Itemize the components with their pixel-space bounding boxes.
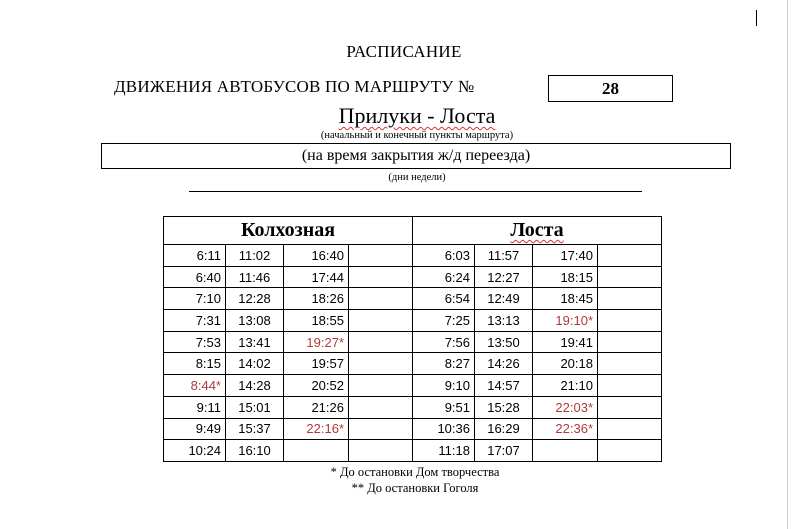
days-box: (на время закрытия ж/д переезда) (101, 143, 731, 169)
right-empty-cell (598, 375, 662, 397)
schedule-table (163, 216, 662, 462)
right-time-cell: 8:27 (413, 353, 475, 375)
left-time-cell: 9:49 (164, 418, 226, 440)
schedule-header-row (164, 217, 662, 245)
left-time-cell: 18:55 (284, 310, 349, 332)
left-time-cell: 17:44 (284, 266, 349, 288)
document-title: РАСПИСАНИЕ (346, 42, 462, 61)
route-name (0, 103, 795, 129)
left-time-cell: 15:01 (226, 396, 284, 418)
right-empty-cell (598, 245, 662, 267)
left-empty-cell (349, 396, 413, 418)
right-time-cell: 14:57 (475, 375, 533, 397)
right-time-cell: 19:10* (533, 310, 598, 332)
left-empty-cell (349, 375, 413, 397)
right-time-cell: 13:50 (475, 331, 533, 353)
left-time-cell: 15:37 (226, 418, 284, 440)
right-time-cell: 22:03* (533, 396, 598, 418)
schedule-row (164, 310, 662, 332)
right-time-cell: 6:54 (413, 288, 475, 310)
right-time-cell: 10:36 (413, 418, 475, 440)
left-time-cell: 16:10 (226, 440, 284, 462)
left-empty-cell (349, 440, 413, 462)
left-time-cell: 8:44* (164, 375, 226, 397)
right-stop-header: Лоста (413, 217, 662, 245)
right-time-cell (533, 440, 598, 462)
left-time-cell: 7:31 (164, 310, 226, 332)
left-time-cell: 13:41 (226, 331, 284, 353)
left-time-cell: 19:27* (284, 331, 349, 353)
right-time-cell: 22:36* (533, 418, 598, 440)
left-time-cell: 13:08 (226, 310, 284, 332)
left-time-cell: 20:52 (284, 375, 349, 397)
left-empty-cell (349, 245, 413, 267)
right-time-cell: 9:51 (413, 396, 475, 418)
right-time-cell: 11:18 (413, 440, 475, 462)
left-empty-cell (349, 288, 413, 310)
document-subtitle: ДВИЖЕНИЯ АВТОБУСОВ ПО МАРШРУТУ № (114, 77, 475, 96)
left-time-cell: 18:26 (284, 288, 349, 310)
right-time-cell: 7:56 (413, 331, 475, 353)
left-time-cell: 14:02 (226, 353, 284, 375)
footnote-1: * До остановки Дом творчества (330, 465, 500, 479)
right-time-cell: 12:49 (475, 288, 533, 310)
right-empty-cell (598, 396, 662, 418)
left-time-cell: 8:15 (164, 353, 226, 375)
right-time-cell: 18:15 (533, 266, 598, 288)
right-empty-cell (598, 266, 662, 288)
right-empty-cell (598, 310, 662, 332)
text-cursor (756, 10, 757, 26)
left-time-cell: 11:46 (226, 266, 284, 288)
left-time-cell: 12:28 (226, 288, 284, 310)
schedule-row (164, 440, 662, 462)
left-time-cell: 21:26 (284, 396, 349, 418)
route-caption: (начальный и конечный пункты маршрута) (320, 130, 514, 141)
route-name-text: Прилуки - Лоста (338, 103, 496, 128)
right-time-cell: 6:03 (413, 245, 475, 267)
right-time-cell: 9:10 (413, 375, 475, 397)
left-time-cell (284, 440, 349, 462)
left-time-cell: 14:28 (226, 375, 284, 397)
right-time-cell: 6:24 (413, 266, 475, 288)
right-time-cell: 20:18 (533, 353, 598, 375)
left-time-cell: 9:11 (164, 396, 226, 418)
page-edge (787, 0, 788, 529)
right-time-cell: 21:10 (533, 375, 598, 397)
right-time-cell: 18:45 (533, 288, 598, 310)
left-time-cell: 7:10 (164, 288, 226, 310)
schedule-row (164, 288, 662, 310)
separator-line (189, 191, 642, 192)
left-time-cell: 11:02 (226, 245, 284, 267)
left-empty-cell (349, 310, 413, 332)
left-time-cell: 10:24 (164, 440, 226, 462)
left-empty-cell (349, 418, 413, 440)
right-empty-cell (598, 288, 662, 310)
left-empty-cell (349, 353, 413, 375)
right-time-cell: 12:27 (475, 266, 533, 288)
right-time-cell: 13:13 (475, 310, 533, 332)
right-empty-cell (598, 418, 662, 440)
left-time-cell: 19:57 (284, 353, 349, 375)
right-time-cell: 15:28 (475, 396, 533, 418)
right-time-cell: 19:41 (533, 331, 598, 353)
left-stop-header: Колхозная (164, 217, 413, 245)
left-time-cell: 6:11 (164, 245, 226, 267)
right-time-cell: 11:57 (475, 245, 533, 267)
right-time-cell: 16:29 (475, 418, 533, 440)
schedule-row (164, 331, 662, 353)
schedule-row (164, 266, 662, 288)
left-empty-cell (349, 331, 413, 353)
schedule-row (164, 353, 662, 375)
schedule-row (164, 418, 662, 440)
left-time-cell: 7:53 (164, 331, 226, 353)
right-time-cell: 17:40 (533, 245, 598, 267)
right-empty-cell (598, 440, 662, 462)
left-time-cell: 22:16* (284, 418, 349, 440)
days-caption: (дни недели) (388, 172, 446, 183)
right-time-cell: 7:25 (413, 310, 475, 332)
left-time-cell: 16:40 (284, 245, 349, 267)
right-time-cell: 17:07 (475, 440, 533, 462)
right-empty-cell (598, 331, 662, 353)
right-time-cell: 14:26 (475, 353, 533, 375)
footnote-2: ** До остановки Гоголя (351, 481, 479, 495)
schedule-row (164, 375, 662, 397)
left-time-cell: 6:40 (164, 266, 226, 288)
schedule-row (164, 396, 662, 418)
left-empty-cell (349, 266, 413, 288)
route-number-box: 28 (548, 75, 673, 102)
schedule-row (164, 245, 662, 267)
right-empty-cell (598, 353, 662, 375)
